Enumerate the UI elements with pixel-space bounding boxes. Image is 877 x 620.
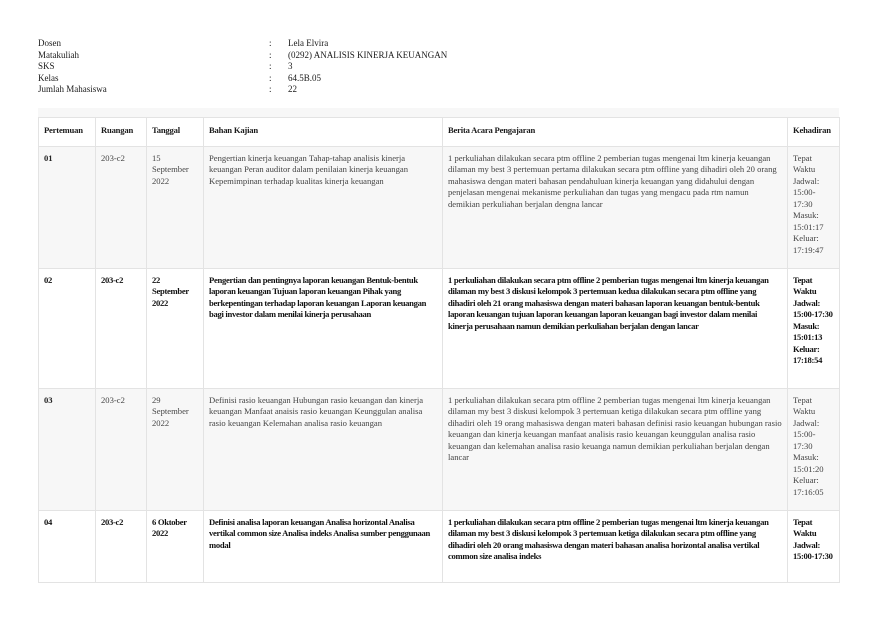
header-bahan-kajian: Bahan Kajian [204, 118, 443, 147]
header-berita-acara: Berita Acara Pengajaran [443, 118, 788, 147]
cell-pertemuan: 03 [39, 388, 96, 510]
cell-berita-acara: 1 perkuliahan dilakukan secara ptm offline 2 pemberian tugas mengenai ltm kinerja keuangan dilaman my best 3 diskusi kelompok 3 pertemuan ketiga dilakukan secara ptm offline yang dihadiri oleh 20 orang mahasiswa dengan materi bahasan analisa horizontal analisa vertikal common size analisa indeks [443, 510, 788, 582]
table-top-shade [38, 108, 839, 117]
matakuliah-label: Matakuliah [38, 49, 79, 60]
separator: : [269, 84, 272, 95]
cell-pertemuan: 01 [39, 146, 96, 268]
separator: : [269, 38, 272, 48]
dosen-label: Dosen [38, 38, 61, 48]
separator: : [269, 72, 272, 83]
table-header-row [39, 118, 840, 147]
sks-value: 3 [288, 61, 293, 72]
cell-berita-acara: 1 perkuliahan dilakukan secara ptm offline 2 pemberian tugas mengenai ltm kinerja keuangan dilaman my best 3 diskusi kelompok 3 pertemuan kedua dilakukan secara ptm offline yang dihadiri oleh 21 orang mahasiswa dengan materi bahasan laporan keuangan bentuk-bentuk laporan keuangan tujuan laporan keuangan laporan keuangan bagi investor dalam menilai kinerja perusahaan namun demikian perkuliahan berjalan dengan lancar [443, 268, 788, 388]
cell-tanggal: 29 September 2022 [147, 388, 204, 510]
sks-label: SKS [38, 61, 55, 72]
info-row-matakuliah [38, 50, 447, 62]
jumlah-value: 22 [288, 84, 297, 95]
cell-bahan-kajian: Definisi rasio keuangan Hubungan rasio keuangan dan kinerja keuangan Manfaat anaisis rasio keuangan Keunggulan analisa rasio keuangan Kelemahan analisa rasio keuangan [204, 388, 443, 510]
cell-tanggal: 6 Oktober 2022 [147, 510, 204, 582]
separator: : [269, 61, 272, 72]
kelas-value: 64.5B.05 [288, 72, 322, 83]
cell-tanggal: 15 September 2022 [147, 146, 204, 268]
cell-kehadiran: Tepat Waktu Jadwal: 15:00-17:30 Masuk: 15:01:13 Keluar: 17:18:54 [788, 268, 840, 388]
cell-kehadiran: Tepat Waktu Jadwal: 15:00-17:30 [788, 510, 840, 582]
separator: : [269, 49, 272, 60]
cell-tanggal: 22 September 2022 [147, 268, 204, 388]
cell-bahan-kajian: Pengertian dan pentingnya laporan keuangan Bentuk-bentuk laporan keuangan Tujuan laporan keuangan Pihak yang berkepentingan terhadap laporan keuangan Laporan keuangan bagi investor dalam menilai kinerja perusahaan [204, 268, 443, 388]
table-row [39, 268, 840, 388]
cell-ruangan: 203-c2 [96, 146, 147, 268]
cell-ruangan: 203-c2 [96, 268, 147, 388]
info-row-kelas [38, 73, 447, 85]
cell-ruangan: 203-c2 [96, 388, 147, 510]
table-row [39, 388, 840, 510]
cell-kehadiran: Tepat Waktu Jadwal: 15:00-17:30 Masuk: 15:01:17 Keluar: 17:19:47 [788, 146, 840, 268]
matakuliah-value: (0292) ANALISIS KINERJA KEUANGAN [288, 49, 448, 60]
cell-pertemuan: 02 [39, 268, 96, 388]
dosen-value: Lela Elvira [288, 38, 329, 48]
lecture-schedule-table [38, 117, 840, 583]
info-row-dosen [38, 38, 447, 50]
course-info [38, 38, 447, 96]
jumlah-label: Jumlah Mahasiswa [38, 84, 107, 95]
cell-kehadiran: Tepat Waktu Jadwal: 15:00-17:30 Masuk: 15:01:20 Keluar: 17:16:05 [788, 388, 840, 510]
table-row [39, 510, 840, 582]
cell-berita-acara: 1 perkuliahan dilakukan secara ptm offline 2 pemberian tugas mengenai ltm kinerja keuangan dilaman my best 3 pertemuan pertama dilakukan secara ptm offline yang dihadiri oleh 20 orang mahasiswa dengan materi bahasan pendahuluan kinerja keuangan yang didahului dengan penjelasan mengenai mekanisme perkuliahan dan tugas yang mengacu pada rtm namun demikian perkuliahan berjalan dengna lancar [443, 146, 788, 268]
kelas-label: Kelas [38, 72, 59, 83]
table-row [39, 146, 840, 268]
header-tanggal: Tanggal [147, 118, 204, 147]
info-row-jumlah [38, 84, 447, 96]
cell-bahan-kajian: Definisi analisa laporan keuangan Analisa horizontal Analisa vertikal common size Analisa indeks Analisa sumber penggunaan modal [204, 510, 443, 582]
cell-bahan-kajian: Pengertian kinerja keuangan Tahap-tahap analisis kinerja keuangan Peran auditor dalam penilaian kinerja keuangan Kepemimpinan terhadap kualitas kinerja keuangan [204, 146, 443, 268]
cell-ruangan: 203-c2 [96, 510, 147, 582]
info-row-sks [38, 61, 447, 73]
header-ruangan: Ruangan [96, 118, 147, 147]
header-kehadiran: Kehadiran [788, 118, 840, 147]
cell-pertemuan: 04 [39, 510, 96, 582]
cell-berita-acara: 1 perkuliahan dilakukan secara ptm offline 2 pemberian tugas mengenai ltm kinerja keuangan dilaman my best 3 diskusi kelompok 3 pertemuan ketiga dilakukan secara ptm offline yang dihadiri oleh 19 orang mahasiswa dengan materi bahasan definisi rasio keuangan hubungan rasio keuangan dan kinerja keuangan manfaat analisis rasio keuangan keunggulan analisa rasio keuangan dan kelemahan analisa rasio keuanga namun demikian perkuliahan berjalan dengan lancar [443, 388, 788, 510]
header-pertemuan: Pertemuan [39, 118, 96, 147]
